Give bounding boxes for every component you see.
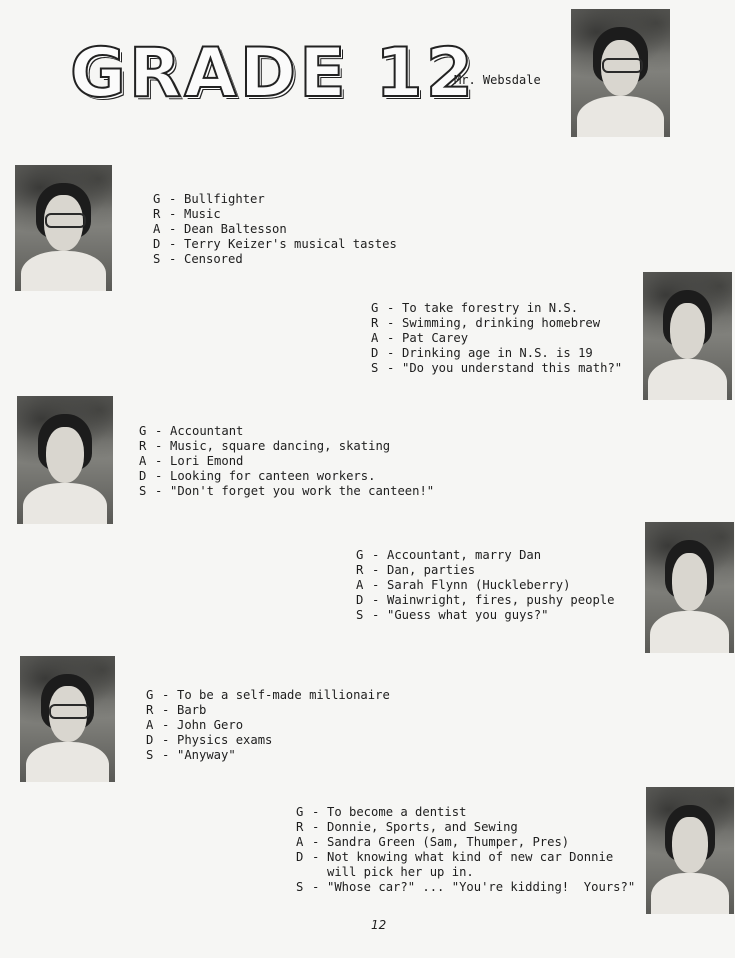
entry-row: S - "Anyway" [146,747,236,762]
student-photo [643,272,732,400]
student-entry [371,301,622,376]
entry-row: R - Swimming, drinking homebrew [371,315,601,330]
page-title: GRADE 12 [70,34,477,113]
entry-row: A - Pat Carey [371,330,469,345]
entry-row: S - "Do you understand this math?" [371,360,623,375]
entry-row: D - Drinking age in N.S. is 19 [371,345,593,360]
entry-row: R - Barb [146,702,207,717]
student-photo [646,787,734,914]
entry-row: R - Dan, parties [356,562,476,577]
entry-row: G - Bullfighter [153,192,265,206]
entry-row: A - Sarah Flynn (Huckleberry) [356,577,571,592]
student-entry [153,192,397,267]
entry-row: R - Donnie, Sports, and Sewing [296,819,518,834]
entry-row: D - Not knowing what kind of new car Donnie [296,849,614,864]
entry-row: A - Sandra Green (Sam, Thumper, Pres) [296,834,570,849]
entry-row: D - Terry Keizer's musical tastes [153,236,397,251]
teacher-photo [571,9,670,137]
student-entry [146,688,390,763]
entry-row: D - Physics exams [146,732,273,747]
entry-row: R - Music, square dancing, skating [139,438,391,453]
entry-row: G - To be a self-made millionaire [146,688,390,702]
teacher-name: Mr. Websdale [454,73,541,87]
student-entry [139,424,434,499]
entry-row: S - "Whose car?" ... "You're kidding! Yours?" [296,879,636,894]
entry-row: A - Lori Emond [139,453,244,468]
entry-row: S - Censored [153,251,243,266]
entry-row: D - Wainwright, fires, pushy people [356,592,615,607]
entry-row: G - Accountant, marry Dan [356,548,542,562]
entry-row: S - "Don't forget you work the canteen!" [139,483,435,498]
student-entry [356,548,614,623]
student-photo [20,656,115,782]
entry-row: D - Looking for canteen workers. [139,468,376,483]
student-entry [296,805,635,894]
entry-row: G - To become a dentist [296,805,467,819]
entry-row: S - "Guess what you guys?" [356,607,549,622]
student-photo [645,522,734,653]
page-number: 12 [371,918,387,932]
entry-row: will pick her up in. [327,864,474,879]
entry-row: G - To take forestry in N.S. [371,301,579,315]
entry-row: G - Accountant [139,424,244,438]
student-photo [17,396,113,524]
entry-row: A - John Gero [146,717,244,732]
entry-row: R - Music [153,206,221,221]
entry-row: A - Dean Baltesson [153,221,287,236]
student-photo [15,165,112,291]
